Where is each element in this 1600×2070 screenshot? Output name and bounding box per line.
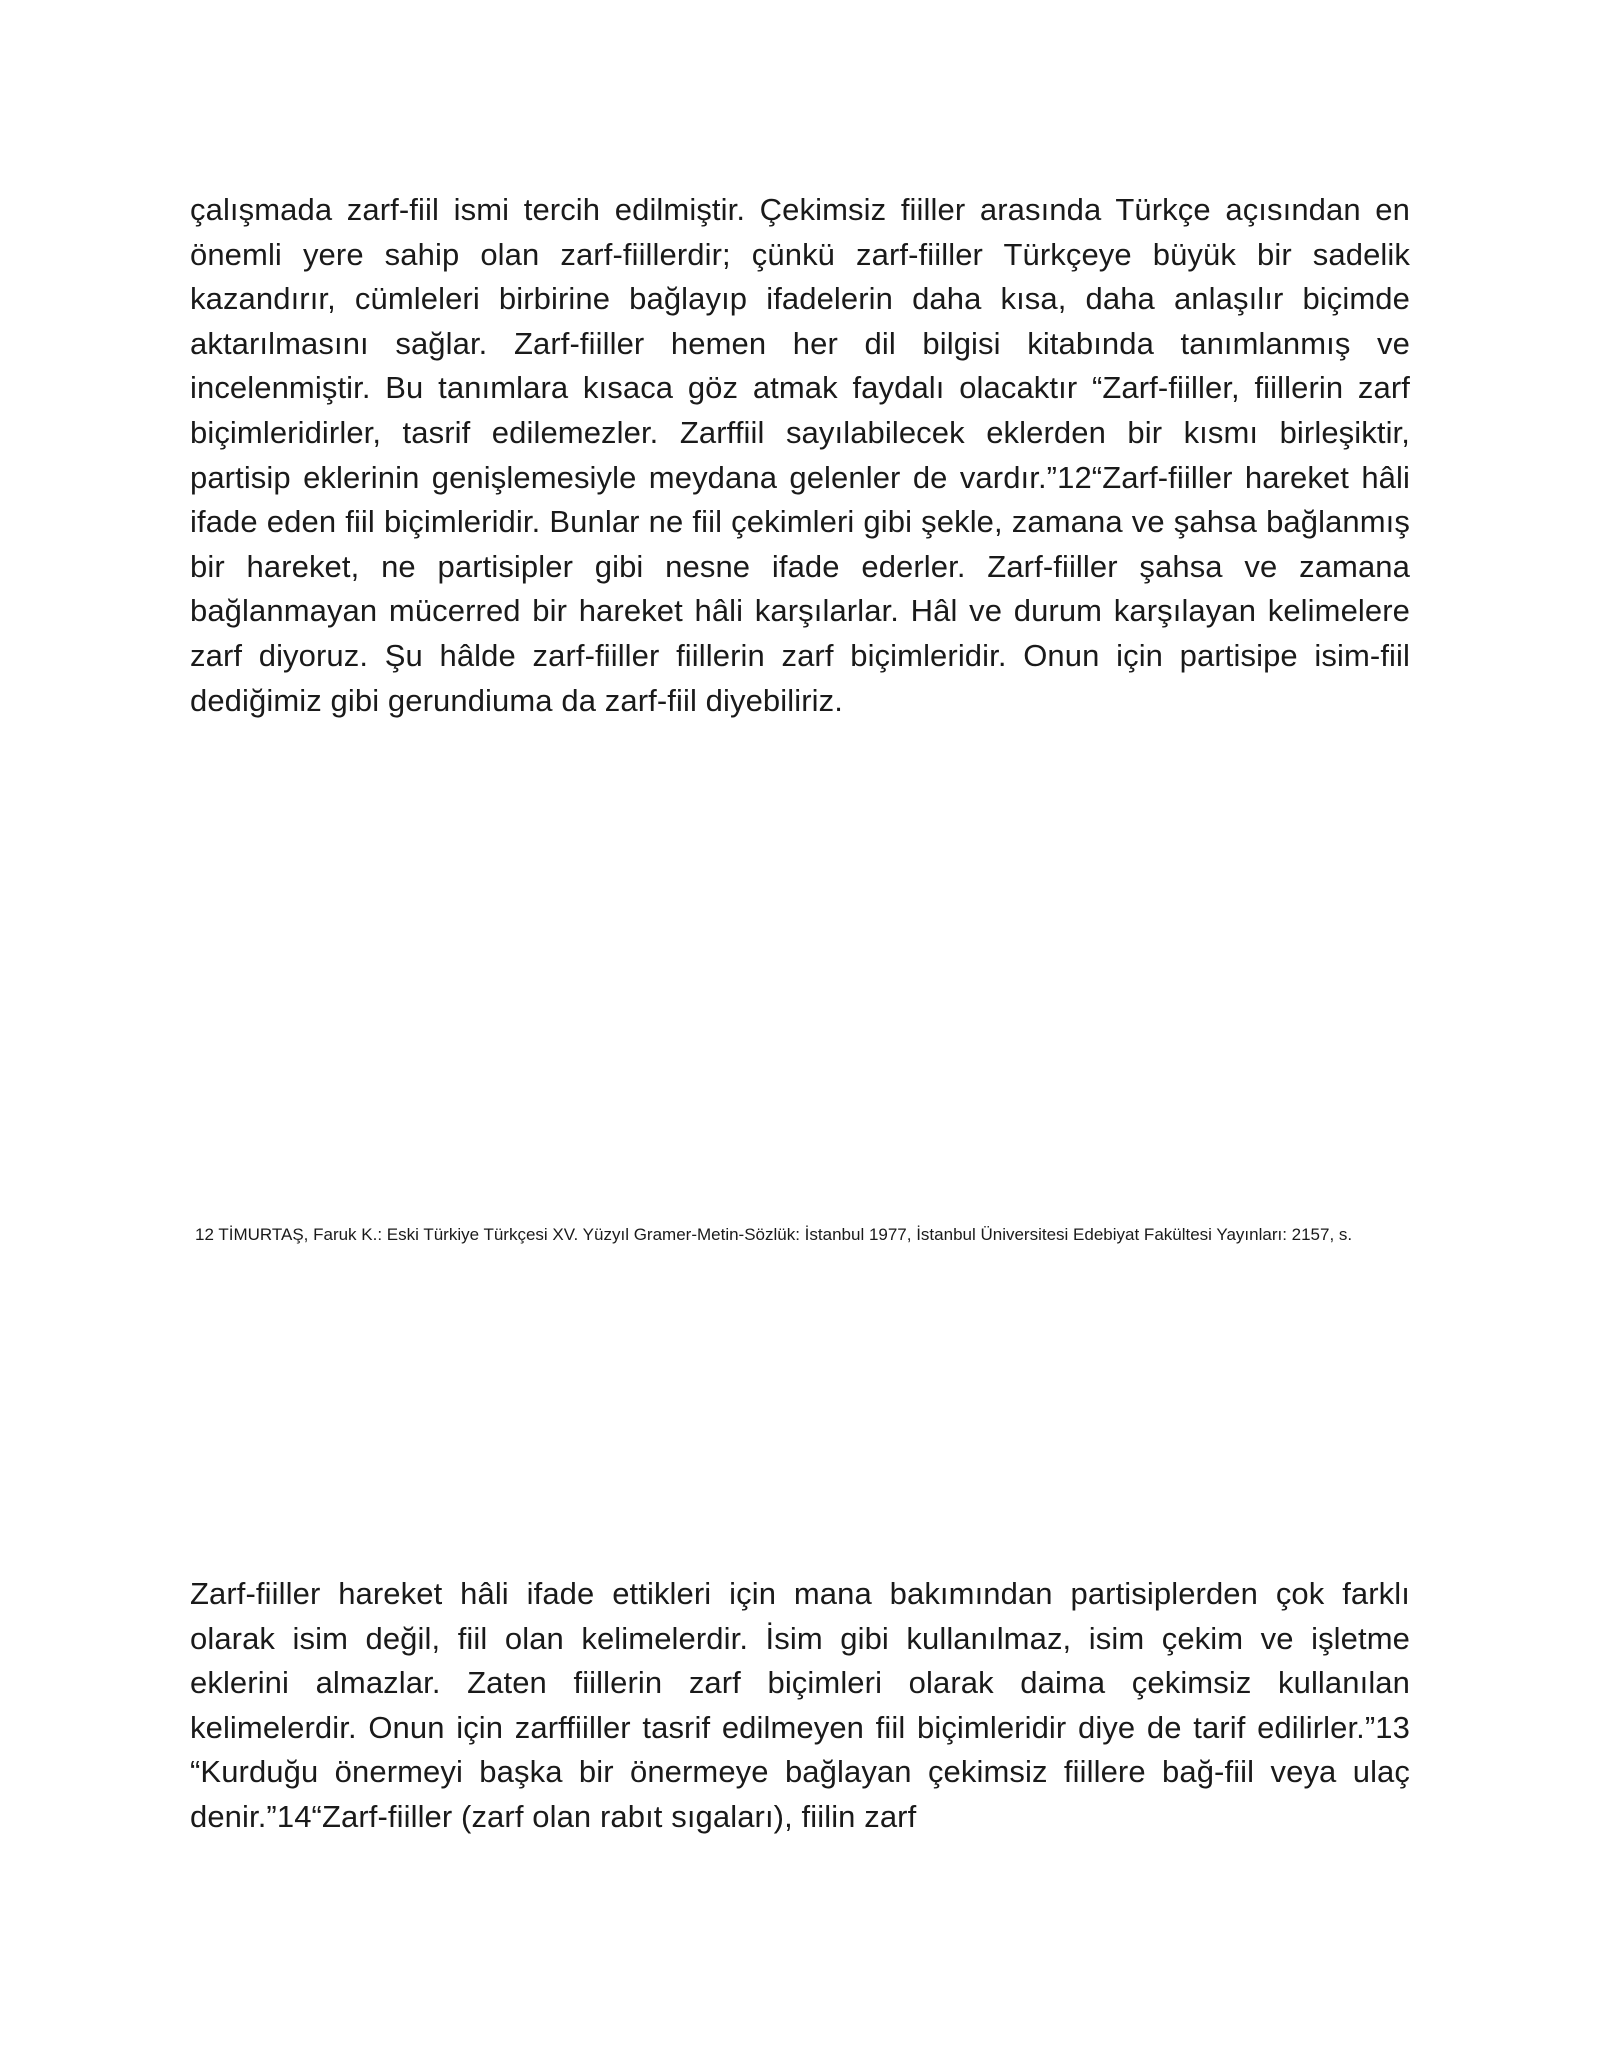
- footnote-number: 12: [195, 1225, 214, 1244]
- footnote-text: TİMURTAŞ, Faruk K.: Eski Türkiye Türkçesi XV. Yüzyıl Gramer-Metin-Sözlük: İstanbul 1977, İstanbul Üniversitesi Edebiyat Fakültesi Yayınları: 2157, s.: [218, 1225, 1353, 1244]
- footnote: [190, 1222, 1410, 1247]
- body-paragraph: çalışmada zarf-fiil ismi tercih edilmiştir. Çekimsiz fiiller arasında Türkçe açısından en önemli yere sahip olan zarf-fiillerdir; çünkü zarf-fiiller Türkçeye büyük bir sadelik kazandırır, cümleleri birbirine bağlayıp ifadelerin daha kısa, daha anlaşılır biçimde aktarılmasını sağlar. Zarf-fiiller hemen her dil bilgisi kitabında tanımlanmış ve incelenmiştir. Bu tanımlara kısaca göz atmak faydalı olacaktır “Zarf-fiiller, fiillerin zarf biçimleridirler, tasrif edilemezler. Zarffiil sayılabilecek eklerden bir kısmı birleşiktir, partisip eklerinin genişlemesiyle meydana gelenler de vardır.”12“Zarf-fiiller hareket hâli ifade eden fiil biçimleridir. Bunlar ne fiil çekimleri gibi şekle, zamana ve şahsa bağlanmış bir hareket, ne partisipler gibi nesne ifade ederler. Zarf-fiiller şahsa ve zamana bağlanmayan mücerred bir hareket hâli karşılarlar. Hâl ve durum karşılayan kelimelere zarf diyoruz. Şu hâlde zarf-fiiller fiillerin zarf biçimleridir. Onun için partisipe isim-fiil dediğimiz gibi gerundiuma da zarf-fiil diyebiliriz.: [190, 192, 1410, 718]
- body-paragraph: Zarf-fiiller hareket hâli ifade ettikleri için mana bakımından partisiplerden çok farklı olarak isim değil, fiil olan kelimelerdir. İsim gibi kullanılmaz, isim çekim ve işletme eklerini almazlar. Zaten fiillerin zarf biçimleri olarak daima çekimsiz kullanılan kelimelerdir. Onun için zarffiiller tasrif edilmeyen fiil biçimleridir diye de tarif edilirler.”13 “Kurduğu önermeyi başka bir önermeye bağlayan çekimsiz fiillere bağ-fiil veya ulaç denir.”14“Zarf-fiiller (zarf olan rabıt sıgaları), fiilin zarf: [190, 1576, 1410, 1834]
